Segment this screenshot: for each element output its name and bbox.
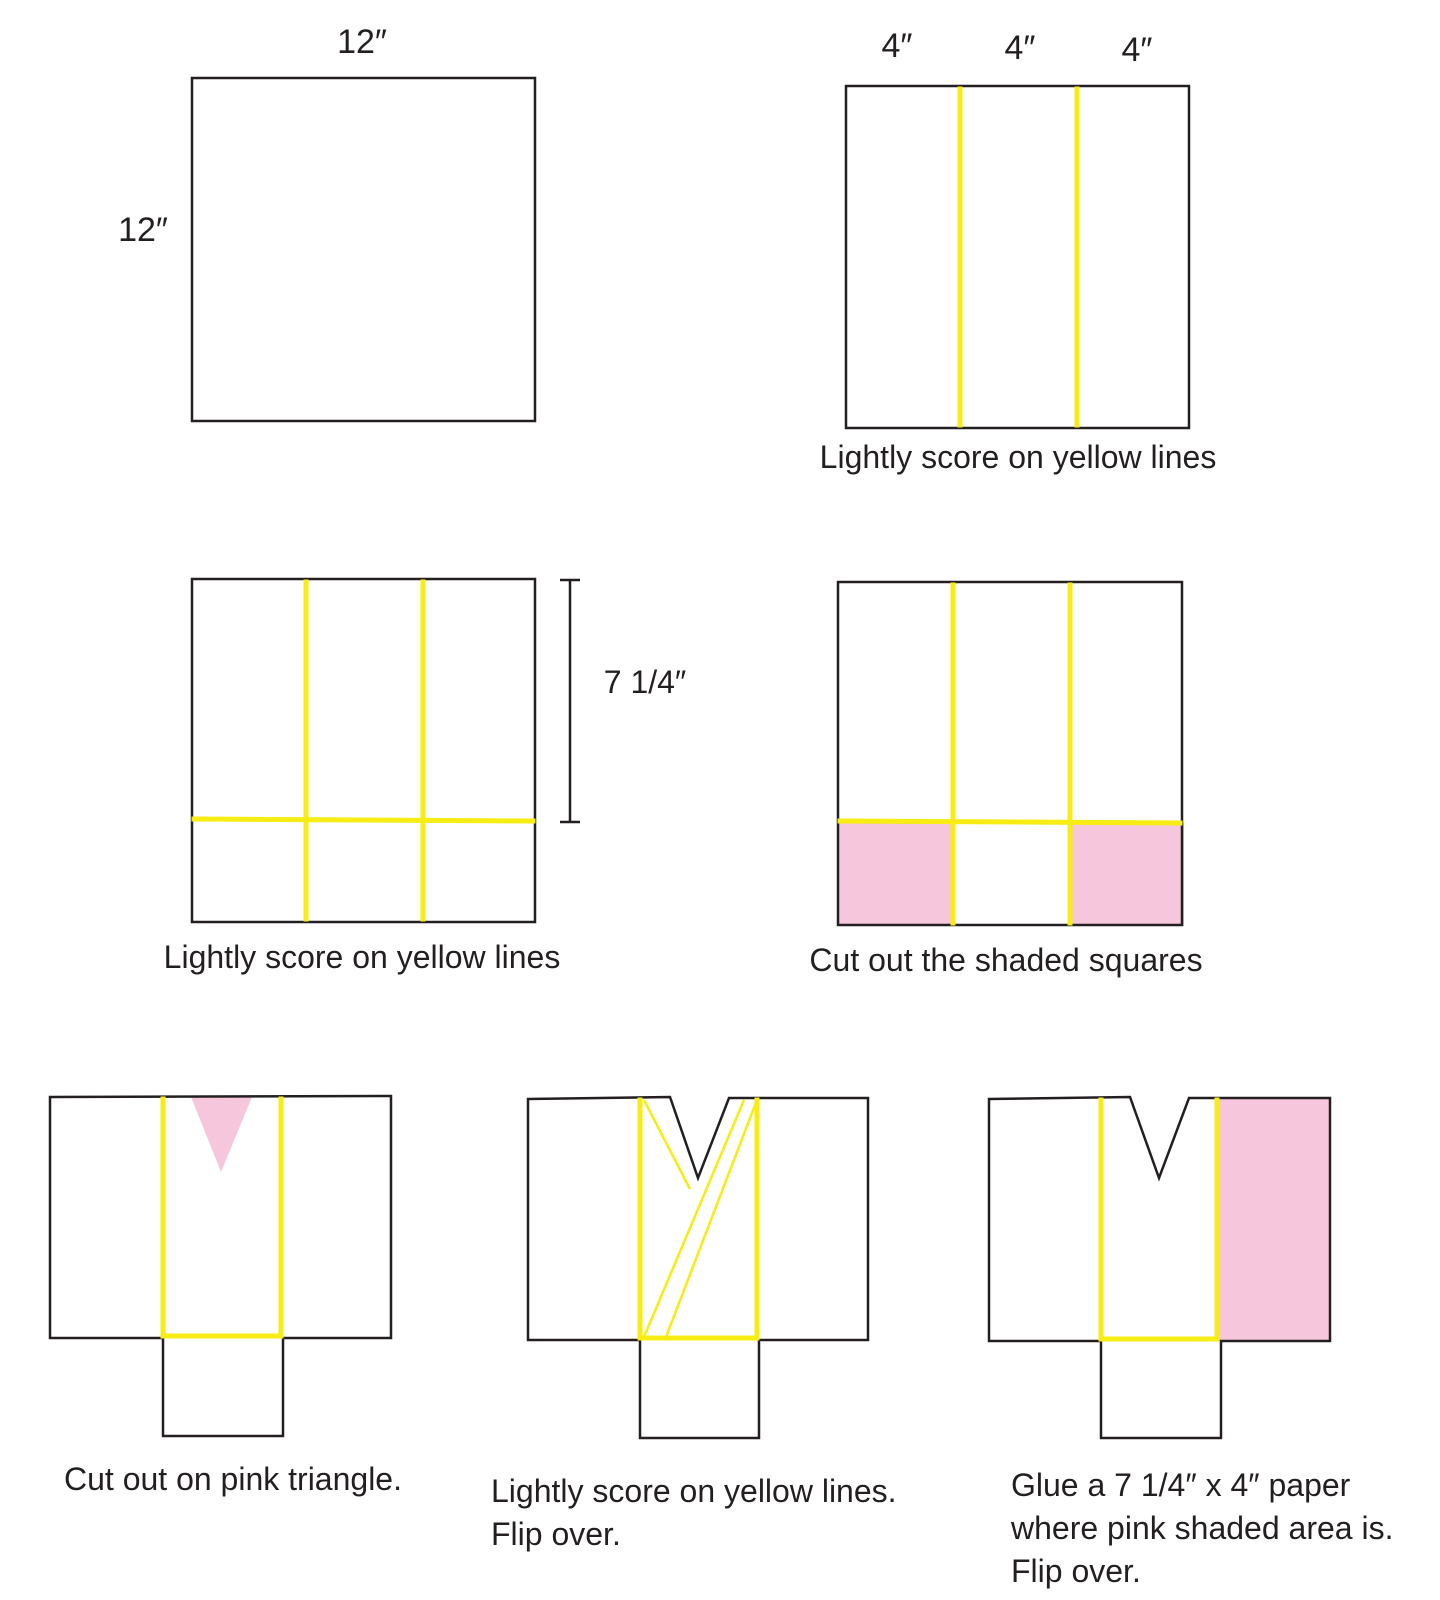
step4-cut-squares-group: [809, 582, 1202, 978]
step3-caption: Lightly score on yellow lines: [163, 939, 561, 975]
step4-caption: Cut out the shaded squares: [809, 942, 1203, 978]
step2-thirds-group: [820, 27, 1217, 475]
step1-paper-square: [192, 78, 535, 421]
step5-caption: Cut out on pink triangle.: [64, 1461, 402, 1497]
step7-caption-line-2: where pink shaded area is.: [1011, 1510, 1394, 1546]
step6-kimono-outline: [528, 1097, 868, 1438]
step3-horizontal-score-group: [164, 579, 687, 975]
step7-caption-line-3: Flip over.: [1011, 1553, 1141, 1589]
step5-kimono-group: [50, 1096, 402, 1497]
step6-collar-score-inner: [666, 1100, 757, 1337]
step3-height-label: 7 1/4″: [603, 664, 687, 700]
step7-caption-line-1: Glue a 7 1/4″ x 4″ paper: [1011, 1467, 1351, 1503]
step2-paper-square: [846, 86, 1189, 428]
step6-collar-group: [491, 1097, 897, 1552]
step7-pink-glue-area: [1219, 1098, 1330, 1341]
step3-dimension-bracket: [560, 580, 580, 822]
step3-paper-square: [192, 579, 535, 922]
step2-segment-label-3: 4″: [1121, 31, 1153, 69]
step7-score-lines: [1101, 1100, 1217, 1339]
step6-collar-score-left: [644, 1100, 690, 1189]
step2-segment-label-2: 4″: [1004, 29, 1036, 67]
step2-caption: Lightly score on yellow lines: [819, 439, 1217, 475]
step4-shaded-square-left: [838, 822, 952, 925]
step6-collar-score-outer: [644, 1100, 744, 1337]
step7-glue-group: [989, 1097, 1393, 1589]
step2-segment-label-1: 4″: [881, 27, 913, 65]
step6-caption-line-2: Flip over.: [491, 1516, 621, 1552]
step1-width-label: 12″: [337, 23, 387, 61]
step3-score-line-horizontal: [194, 819, 533, 821]
step4-shaded-square-right: [1070, 823, 1184, 926]
step5-pink-triangle: [191, 1097, 252, 1172]
step1-square-group: [118, 23, 535, 421]
step4-score-line-horizontal: [840, 821, 1180, 823]
step1-height-label: 12″: [118, 211, 168, 249]
step6-caption-line-1: Lightly score on yellow lines.: [491, 1473, 897, 1509]
